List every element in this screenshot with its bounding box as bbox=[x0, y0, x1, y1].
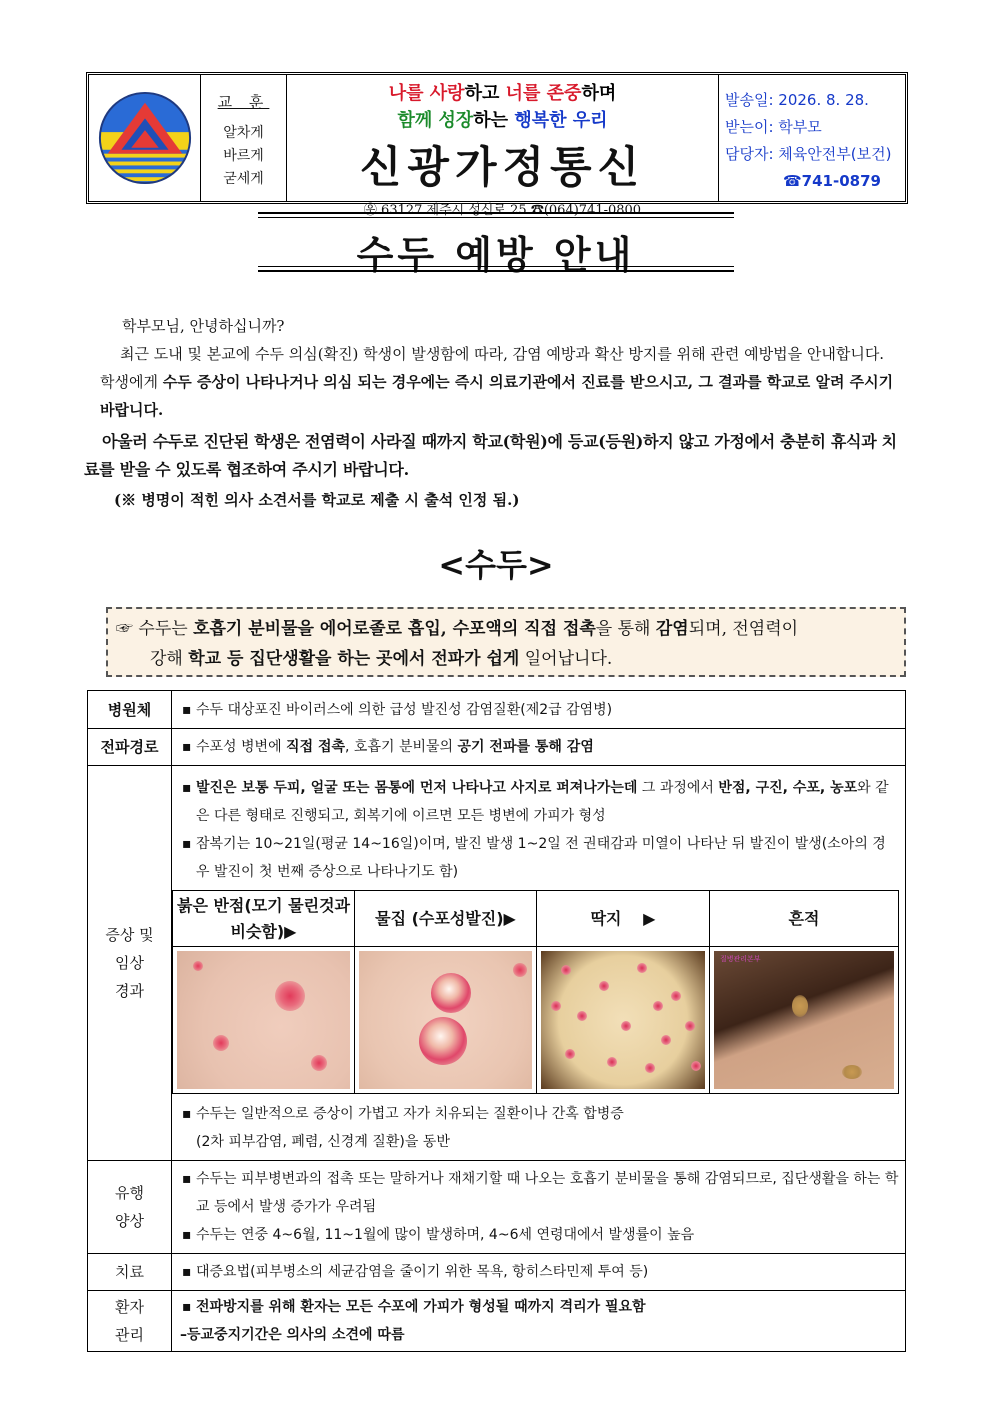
motto-title: 교 훈 bbox=[217, 93, 270, 111]
motto-line: 굳세게 bbox=[223, 171, 264, 187]
school-address: ㉾ 63127 제주시 성신로 25 ☎(064)741-0800 bbox=[363, 203, 642, 218]
title-divider bbox=[258, 212, 734, 214]
slogan-line-2: 함께 성장하는 행복한 우리 bbox=[397, 110, 608, 131]
intro-paragraph: 아울러 수두로 진단된 학생은 전염력이 사라질 때까지 학교(학원)에 등교(등원)하지 않고 가정에서 충분히 휴식과 치료를 받을 수 있도록 협조하여 주시기 바랍니다. bbox=[84, 432, 897, 479]
attendance-note: (※ 병명이 적힌 의사 소견서를 학교로 제출 시 출석 인정 됨.) bbox=[114, 491, 520, 509]
manager: 담당자: 체육안전부(보건) bbox=[725, 145, 892, 163]
patient-cell: ▪ 전파방지를 위해 환자는 모든 수포에 가피가 형성될 때까지 격리가 필요함 –등교중지기간은 의사의 소견에 따름 bbox=[172, 1291, 906, 1352]
infection-callout: ☞ 수두는 호흡기 분비물을 에어로졸로 흡입, 수포액의 직접 접촉을 통해 감염되며, 전염력이 강해 학교 등 집단생활을 하는 곳에서 전파가 쉽게 일어납니다. bbox=[106, 607, 906, 677]
photo-watermark: 질병관리본부 bbox=[720, 955, 761, 963]
table-row bbox=[88, 729, 906, 766]
table-row bbox=[88, 1291, 906, 1352]
row-header-symptom: 증상 및 임상 경과 bbox=[88, 766, 172, 1161]
slogan-line-1: 나를 사랑하고 너를 존중하며 bbox=[388, 83, 617, 104]
red-spots-photo bbox=[177, 951, 350, 1089]
row-header-route: 전파경로 bbox=[88, 729, 172, 766]
photo-cell bbox=[355, 947, 537, 1094]
chickenpox-info-table bbox=[87, 690, 906, 1352]
scar-photo bbox=[714, 951, 894, 1089]
newsletter-header bbox=[86, 72, 908, 218]
photo-caption: 물집 (수포성발진)▶ bbox=[355, 891, 537, 947]
symptom-bullet: ▪ 발진은 보통 두피, 얼굴 또는 몸통에 먼저 나타나고 사지로 퍼져나가는데 그 과정에서 반점, 구진, 수포, 농포와 같은 다른 형태로 진행되고, 회복기에 이르면 모든 병변에 가피가 형성 bbox=[180, 774, 899, 830]
intro-paragraph: 최근 도내 및 본교에 수두 의심(확진) 학생이 발생함에 따라, 감염 예방과 확산 방지를 위해 관련 예방법을 안내합니다. 학생에게 수두 증상이 나타나거나 의심 되는 경우에는 즉시 의료기관에서 진료를 받으시고, 그 결과를 학교로 알려 주시기 바랍니다. bbox=[100, 345, 894, 419]
symptom-bullet-cont: (2차 피부감염, 폐렴, 신경계 질환)을 동반 bbox=[196, 1134, 450, 1150]
greeting: 학부모님, 안녕하십니까? bbox=[122, 317, 285, 335]
page-title: 수두 예방 안내 bbox=[356, 232, 636, 277]
epidemic-cell: ▪ 수두는 피부병변과의 접촉 또는 말하거나 재채기할 때 나오는 호흡기 분비물을 통해 감염되므로, 집단생활을 하는 학교 등에서 발생 증가가 우려됨 ▪ 수두는 연중 4~6월, 11~1월에 많이 발생하며, 4~6세 연령대에서 발생률이 높음 bbox=[172, 1161, 906, 1254]
table-row bbox=[88, 766, 906, 1161]
photo-caption: 붉은 반점(모기 물린것과 비슷함)▶ bbox=[173, 891, 355, 947]
scabs-photo bbox=[541, 951, 705, 1089]
header-center bbox=[287, 75, 719, 218]
row-header-pathogen: 병원체 bbox=[88, 691, 172, 729]
table-row bbox=[88, 1254, 906, 1291]
photo-caption: 흔적 bbox=[710, 891, 899, 947]
route-cell: ▪ 수포성 병변에 직접 접촉, 호흡기 분비물의 공기 전파를 통해 감염 bbox=[172, 729, 906, 766]
symptom-bullet: ▪ 잠복기는 10~21일(평균 14~16일)이며, 발진 발생 1~2일 전 권태감과 미열이 나타난 뒤 발진이 발생(소아의 경우 발진이 첫 번째 증상으로 나타나기도 함) bbox=[180, 830, 899, 886]
pointing-hand-icon: ☞ bbox=[116, 619, 133, 639]
header-meta bbox=[719, 75, 905, 201]
school-logo-icon bbox=[96, 89, 194, 187]
intro-text bbox=[84, 312, 900, 514]
pathogen-cell: ▪ 수두 대상포진 바이러스에 의한 급성 발진성 감염질환(제2급 감염병) bbox=[172, 691, 906, 729]
photo-cell bbox=[173, 947, 355, 1094]
photo-cell bbox=[710, 947, 899, 1094]
title-divider bbox=[258, 266, 734, 267]
motto-line: 바르게 bbox=[223, 148, 264, 164]
symptom-photo-table bbox=[172, 890, 899, 1094]
section-title: <수두> bbox=[438, 546, 554, 584]
table-row bbox=[88, 1161, 906, 1254]
row-header-patient: 환자 관리 bbox=[88, 1291, 172, 1352]
title-divider bbox=[258, 217, 734, 218]
row-header-treatment: 치료 bbox=[88, 1254, 172, 1291]
vesicle-photo bbox=[359, 951, 532, 1089]
photo-cell bbox=[537, 947, 710, 1094]
symptom-bullet: ▪ 수두는 일반적으로 증상이 가볍고 자가 치유되는 질환이나 간혹 합병증 bbox=[180, 1100, 899, 1128]
table-row bbox=[88, 691, 906, 729]
sent-date: 발송일: 2026. 8. 28. bbox=[725, 91, 869, 109]
symptom-cell bbox=[172, 766, 906, 1161]
photo-caption: 딱지 ▶ bbox=[537, 891, 710, 947]
motto-line: 알차게 bbox=[223, 125, 264, 141]
newsletter-title: 신광가정통신 bbox=[359, 143, 646, 193]
title-divider bbox=[258, 270, 734, 272]
school-motto bbox=[201, 75, 287, 201]
row-header-epidemic: 유행 양상 bbox=[88, 1161, 172, 1254]
manager-phone: ☎741-0879 bbox=[783, 172, 881, 190]
recipient: 받는이: 학부모 bbox=[725, 118, 822, 136]
treatment-cell: ▪ 대증요법(피부병소의 세균감염을 줄이기 위한 목욕, 항히스타민제 투여 등) bbox=[172, 1254, 906, 1291]
school-logo-cell bbox=[89, 75, 201, 201]
